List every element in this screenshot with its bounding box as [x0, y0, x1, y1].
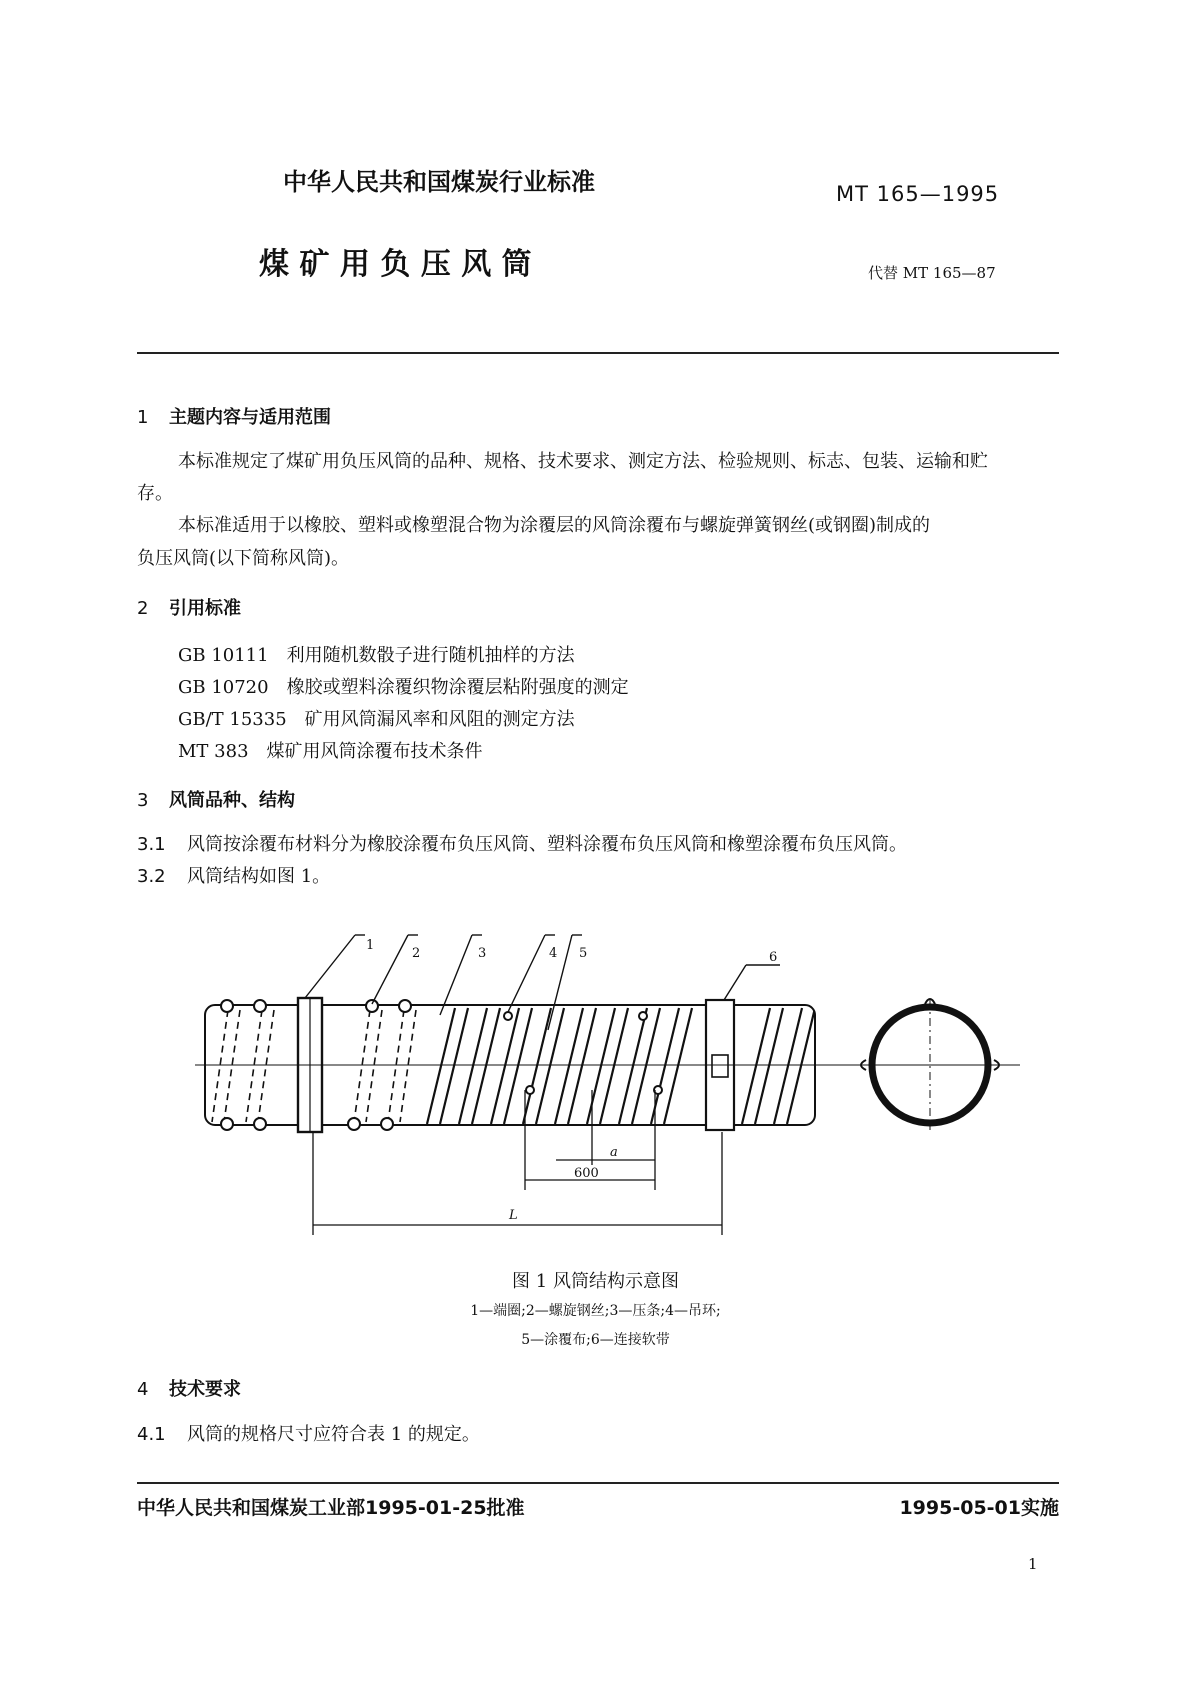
- section-title: 技术要求: [169, 1379, 241, 1400]
- clause-3-1: [137, 830, 907, 856]
- header-rule: [137, 352, 1059, 354]
- effective-date: 1995-05-01实施: [899, 1497, 1059, 1519]
- paragraph: 本标准规定了煤矿用负压风筒的品种、规格、技术要求、测定方法、检验规则、标志、包装、运输和贮: [178, 451, 988, 472]
- clause-text: 风筒结构如图 1。: [187, 866, 331, 887]
- figure-caption: 图 1 风筒结构示意图: [512, 1271, 679, 1292]
- reference-code: GB 10720: [178, 677, 269, 698]
- page-number: 1: [1028, 1555, 1038, 1573]
- figure-label: 4: [549, 946, 558, 961]
- reference-code: GB 10111: [178, 645, 269, 666]
- footer-rule: [137, 1482, 1059, 1484]
- section-number: 3: [137, 790, 149, 811]
- paragraph: 存。: [137, 483, 173, 504]
- reference-code: MT 383: [178, 741, 249, 762]
- reference-title: 煤矿用风筒涂覆布技术条件: [266, 741, 483, 762]
- reference-item: [178, 673, 629, 699]
- replaces-note: 代替 MT 165—87: [868, 264, 996, 282]
- reference-code: GB/T 15335: [178, 709, 287, 730]
- duct-structure-figure: [180, 920, 1020, 1240]
- paragraph: 本标准适用于以橡胶、塑料或橡塑混合物为涂覆层的风筒涂覆布与螺旋弹簧钢丝(或钢圈)制成的: [178, 515, 931, 536]
- figure-label: 6: [769, 950, 778, 965]
- standard-code: MT 165—1995: [836, 182, 1000, 206]
- reference-title: 矿用风筒漏风率和风阻的测定方法: [304, 709, 575, 730]
- section-number: 1: [137, 407, 149, 428]
- section-number: 4: [137, 1379, 149, 1400]
- clause-text: 风筒按涂覆布材料分为橡胶涂覆布负压风筒、塑料涂覆布负压风筒和橡塑涂覆布负压风筒。: [187, 834, 907, 855]
- document-title: 煤 矿 用 负 压 风 筒: [259, 247, 532, 282]
- figure-label: 1: [366, 938, 375, 953]
- clause-text: 风筒的规格尺寸应符合表 1 的规定。: [187, 1424, 480, 1445]
- section-4-heading: [137, 1375, 241, 1401]
- figure-label: 2: [412, 946, 421, 961]
- dimension-label-600: 600: [574, 1166, 599, 1181]
- section-number: 2: [137, 598, 149, 619]
- clause-3-2: [137, 862, 330, 888]
- section-3-heading: [137, 786, 295, 812]
- paragraph: 负压风筒(以下简称风筒)。: [137, 548, 350, 569]
- dimension-label-L: L: [509, 1208, 518, 1223]
- reference-title: 橡胶或塑料涂覆织物涂覆层粘附强度的测定: [286, 677, 629, 698]
- figure-legend-line-1: 1—端圈;2—螺旋钢丝;3—压条;4—吊环;: [470, 1303, 721, 1319]
- approval-line: 中华人民共和国煤炭工业部1995-01-25批准: [137, 1497, 525, 1519]
- reference-item: [178, 641, 575, 667]
- section-1-heading: [137, 403, 331, 429]
- figure-label: 3: [478, 946, 487, 961]
- reference-item: [178, 737, 483, 763]
- section-2-heading: [137, 594, 241, 620]
- clause-number: 3.1: [137, 834, 166, 855]
- clause-number: 3.2: [137, 866, 166, 887]
- section-title: 主题内容与适用范围: [169, 407, 331, 428]
- reference-item: [178, 705, 575, 731]
- reference-title: 利用随机数骰子进行随机抽样的方法: [286, 645, 575, 666]
- figure-legend-line-2: 5—涂覆布;6—连接软带: [521, 1332, 670, 1348]
- figure-label: 5: [579, 946, 588, 961]
- org-title: 中华人民共和国煤炭行业标准: [283, 168, 595, 196]
- clause-number: 4.1: [137, 1424, 166, 1445]
- dimension-label-a: a: [610, 1145, 618, 1160]
- clause-4-1: [137, 1420, 480, 1446]
- section-title: 引用标准: [169, 598, 241, 619]
- section-title: 风筒品种、结构: [169, 790, 295, 811]
